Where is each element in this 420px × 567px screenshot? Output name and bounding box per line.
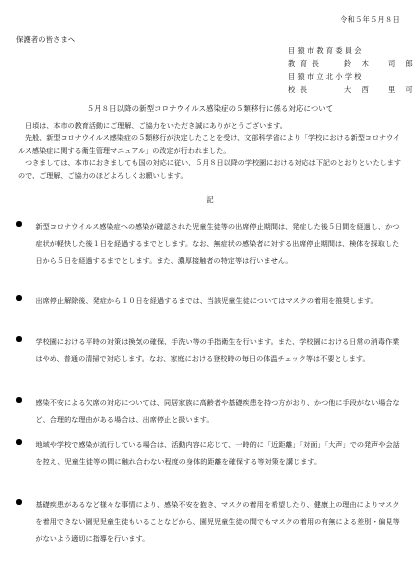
signatory-org-name: 目 猿 市 教 育 委 員 会	[288, 46, 362, 55]
list-item	[16, 394, 404, 428]
signatory-person: 鈴 木 司 郎	[344, 59, 415, 68]
addressee: 保護者の皆さまへ	[16, 35, 76, 44]
bullet-icon	[16, 221, 22, 227]
list-item-text: 地域や学校で感染が流行している場合は、活動内容に応じて、一時的に「近距離」「対面」「大声」での発声や会話を控え、児童生徒等の間に触れ合わない程度の身体的距離を確保する等対策を講じます。	[35, 440, 400, 466]
ki-heading: 記	[206, 195, 214, 204]
bullet-icon	[16, 499, 22, 505]
list-item	[16, 333, 404, 367]
signatory-org	[288, 44, 414, 57]
signatory-school-name: 目 猿 市 立 北 小 学 校	[288, 72, 362, 81]
body-paragraph: 日頃は、本市の教育活動にご理解、ご協力をいただき誠にありがとうございます。	[25, 121, 287, 130]
signatory-role: 校 長	[288, 85, 309, 94]
list-item	[16, 496, 404, 547]
bullet-icon	[16, 336, 22, 342]
document-title: ５月８日以降の新型コロナウイルス感染症の５類移行に係る対応について	[86, 104, 334, 113]
bullet-icon	[16, 295, 22, 301]
body-text	[18, 120, 402, 182]
signatory-principal	[288, 83, 414, 96]
body-paragraph: 先般、新型コロナウイルス感染症の５類移行が決定したことを受け、文部科学省により「学校における新型コロナウイルス感染症に関する衛生管理マニュアル」の改定が行われました。	[18, 133, 401, 155]
signatory-block	[288, 44, 414, 96]
bullet-icon	[16, 439, 22, 445]
list-item-text: 感染不安による欠席の対応については、同居家族に高齢者や基礎疾患を持つ方がおり、かつ他に手段がない場合など、合理的な理由がある場合は、出席停止と扱います。	[35, 398, 400, 424]
issue-date: 令和５年５月８日	[340, 15, 400, 24]
list-item-text: 基礎疾患があるなど様々な事情により、感染不安を抱き、マスクの着用を希望したり、健康上の理由によりマスクを着用できない園児児童生徒もいることなどから、園児児童生徒の間でもマスクの着用の有無による差別・偏見等がないよう適切に指導を行います。	[35, 500, 400, 543]
list-item	[16, 218, 404, 269]
signatory-school	[288, 70, 414, 83]
list-item	[16, 436, 404, 470]
list-item	[16, 292, 404, 309]
list-item-text: 学校園における平時の対策は換気の確保、手洗い等の手指衛生を行います。また、学校園における日常の消毒作業はやめ、普通の清掃で対応します。なお、家庭における登校時の毎日の体温チェック等は不要とします。	[35, 337, 400, 363]
signatory-superintendent	[288, 57, 414, 70]
body-paragraph: つきましては、本市におきましても国の対応に従い、５月８日以降の学校園における対応は下記のとおりといたしますので、ご理解、ご協力のほどよろしくお願いします。	[18, 158, 401, 180]
signatory-role: 教 育 長	[288, 59, 321, 68]
bullet-icon	[16, 397, 22, 403]
signatory-person: 大 西 里 可	[344, 85, 415, 94]
list-item-text: 出席停止解除後、発症から１０日を経過するまでは、当該児童生徒についてはマスクの着用を推奨します。	[35, 296, 378, 305]
list-item-text: 新型コロナウイルス感染症への感染が確認された児童生徒等の出席停止期間は、発症した後５日間を経過し、かつ症状が軽快した後１日を経過するまでとします。なお、無症状の感染者に対する出席停止期間は、検体を採取した日から５日を経過するまでとします。また、濃厚接触者の特定等は行いません。	[35, 222, 400, 265]
